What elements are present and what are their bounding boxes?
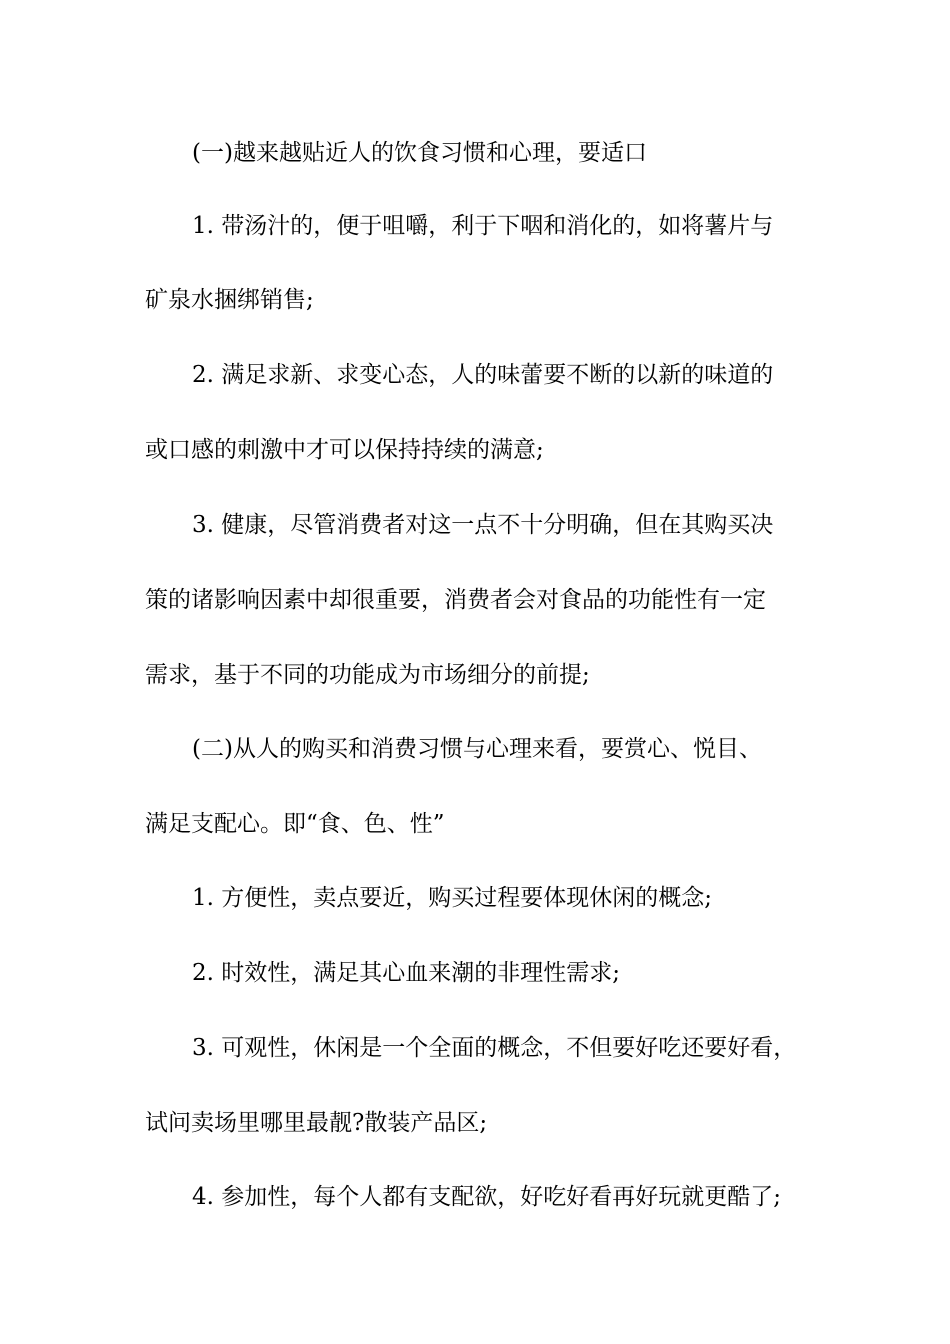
paragraph-line: 1. 带汤汁的，便于咀嚼，利于下咽和消化的，如将薯片与	[192, 213, 774, 239]
paragraph-line: 需求，基于不同的功能成为市场细分的前提;	[145, 662, 590, 688]
paragraph-line: 矿泉水捆绑销售;	[145, 287, 314, 313]
paragraph-line: 2. 满足求新、求变心态，人的味蕾要不断的以新的味道的	[192, 362, 774, 388]
paragraph-line: 3. 可观性，休闲是一个全面的概念，不但要好吃还要好看，	[192, 1035, 797, 1061]
paragraph-line: 3. 健康，尽管消费者对这一点不十分明确，但在其购买决	[192, 512, 774, 538]
heading-section-2: (二)从人的购买和消费习惯与心理来看，要赏心、悦目、	[192, 736, 762, 762]
paragraph-line: 满足支配心。即“食、色、性”	[145, 811, 445, 837]
paragraph-line: 4. 参加性，每个人都有支配欲，好吃好看再好玩就更酷了;	[192, 1184, 782, 1210]
paragraph-line: 或口感的刺激中才可以保持持续的满意;	[145, 437, 544, 463]
heading-section-1: (一)越来越贴近人的饮食习惯和心理，要适口	[192, 140, 647, 166]
paragraph-line: 1. 方便性，卖点要近，购买过程要体现休闲的概念;	[192, 885, 713, 911]
paragraph-line: 策的诸影响因素中却很重要，消费者会对食品的功能性有一定	[145, 587, 766, 613]
paragraph-line: 2. 时效性，满足其心血来潮的非理性需求;	[192, 960, 621, 986]
paragraph-line: 试问卖场里哪里最靓?散装产品区;	[145, 1110, 488, 1136]
